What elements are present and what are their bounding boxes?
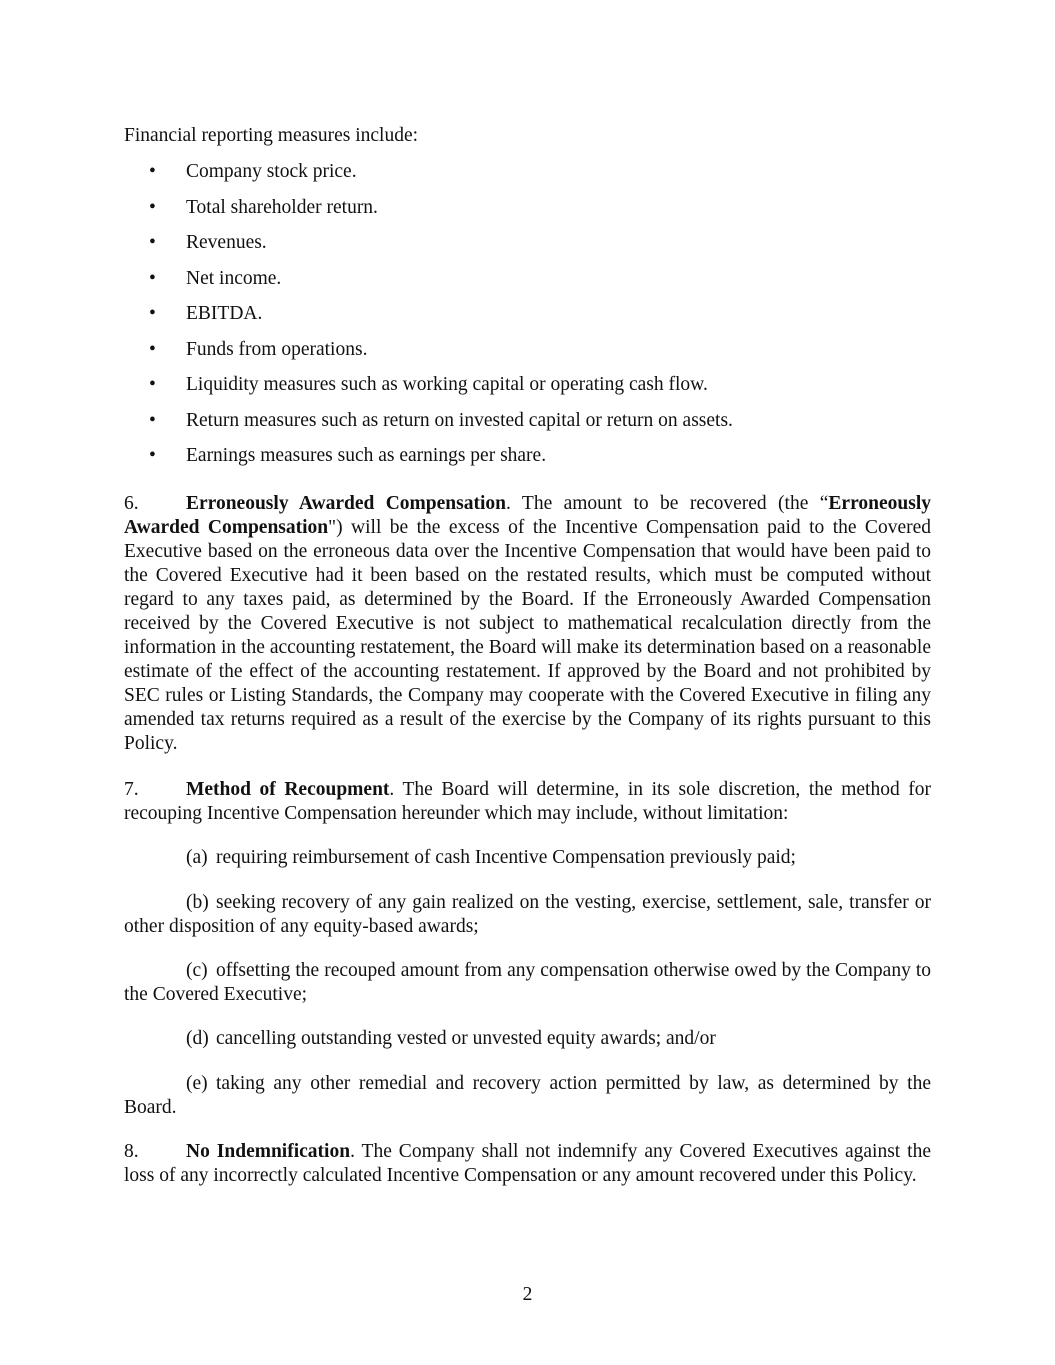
recoupment-item-a: (a) requiring reimbursement of cash Incentive Compensation previously paid;: [186, 847, 796, 868]
bullet-icon: •: [149, 267, 156, 289]
recoupment-item-d: (d) cancelling outstanding vested or unvested equity awards; and/or: [186, 1028, 716, 1049]
defined-term: Erroneously Awarded Compensation: [124, 493, 931, 538]
section-heading: Erroneously Awarded Compensation: [186, 493, 506, 514]
bullet-icon: •: [149, 338, 156, 360]
section-6-paragraph: 6. Erroneously Awarded Compensation. The amount to be recovered (the “Erroneously Awarded Compensation") will be the excess of the Incentive Compensation paid to the Covered Executive based on the erroneous data over the Incentive Compensation that would have been paid to the Covered Executive had it been based on the restated results, which must be computed without regard to any taxes paid, as determined by the Board. If the Erroneously Awarded Compensation received by the Covered Executive is not subject to mathematical recalculation directly from the information in the accounting restatement, the Board will make its determination based on a reasonable estimate of the effect of the accounting restatement. If approved by the Board and not prohibited by SEC rules or Listing Standards, the Company may cooperate with the Covered Executive in filing any amended tax returns required as a result of the exercise by the Company of its rights pursuant to this Policy.: [124, 493, 931, 754]
item-label: (a): [186, 847, 208, 868]
recoupment-item-b: (b) seeking recovery of any gain realized on the vesting, exercise, settlement, sale, transfer or other disposition of any equity-based awards;: [124, 892, 931, 937]
bullet-icon: •: [149, 409, 156, 431]
section-7-paragraph: 7. Method of Recoupment. The Board will determine, in its sole discretion, the method for recouping Incentive Compensation hereunder which may include, without limitation:: [124, 779, 931, 824]
section-number: 8.: [124, 1141, 139, 1162]
item-label: (b): [186, 892, 209, 913]
item-label: (c): [186, 960, 208, 981]
page-number: 2: [522, 1284, 533, 1305]
recoupment-item-c: (c) offsetting the recouped amount from any compensation otherwise owed by the Company to the Covered Executive;: [124, 960, 931, 1005]
section-number: 6.: [124, 493, 139, 514]
bullet-icon: •: [149, 374, 156, 395]
bullet-icon: •: [149, 303, 156, 324]
section-heading: No Indemnification: [186, 1141, 351, 1162]
bullet-icon: •: [149, 232, 156, 253]
bullet-icon: •: [149, 445, 156, 466]
section-8-paragraph: 8. No Indemnification. The Company shall not indemnify any Covered Executives against the loss of any incorrectly calculated Incentive Compensation or any amount recovered under this Policy.: [124, 1141, 931, 1186]
bullet-icon: •: [149, 196, 156, 218]
item-label: (e): [186, 1073, 208, 1094]
recoupment-item-e: (e) taking any other remedial and recovery action permitted by law, as determined by the Board.: [124, 1073, 931, 1118]
item-label: (d): [186, 1028, 209, 1049]
intro-text: Financial reporting measures include:: [124, 125, 419, 146]
section-number: 7.: [124, 779, 139, 800]
document-page: Financial reporting measures include: • Company stock price. • Total shareholder return. • Revenues. • Net income. • EBITDA. • Funds from operations. • Liquidity measures such as working capital or operating cash flow. • Return measures such as return on invested capital or return on assets. • Earnings measures such as earnings per share. 6. Erroneously Awarded Compensation. The amount to be recovered (the “Erroneously Awarded Compensation") will be the excess of the Incentive Compensation paid to the Covered Executive based on the erroneous data over the Incentive Compensation that would have been paid to the Covered Executive had it been based on the restated results, which must be computed without regard to any taxes paid, as determined by the Board. If the Erroneously Awarded Compensation received by the Covered Executive is not subject to mathematical recalculation directly from the information in the accounting restatement, the Board will make its determination based on a reasonable estimate of the effect of the accounting restatement. If approved by the Board and not prohibited by SEC rules or Listing Standards, the Company may cooperate with the Covered Executive in filing any amended tax returns required as a result of the exercise by the Company of its rights pursuant to this Policy. 7. Method of Recoupment. The Board will determine, in its sole discretion, the method for recouping Incentive Compensation hereunder which may include, without limitation: (a) requiring reimbursement of cash Incentive Compensation previously paid; (b) seeking recovery of any gain realized on the vesting, exercise, settlement, sale, transfer or other disposition of any equity-based awards; (c) offsetting the recouped amount from any compensation otherwise owed by the Company to the Covered Executive; (d) cancelling outstanding vested or unvested equity awards; and/or (e) taking any other remedial and recovery action permitted by law, as determined by the Board. 8. No Indemnification. The Company shall not indemnify any Covered Executives against the loss of any incorrectly calculated Incentive Compensation or any amount recovered under this Policy. 2: [0, 0, 1055, 1365]
section-heading: Method of Recoupment: [186, 779, 390, 800]
bullet-icon: •: [149, 161, 156, 182]
